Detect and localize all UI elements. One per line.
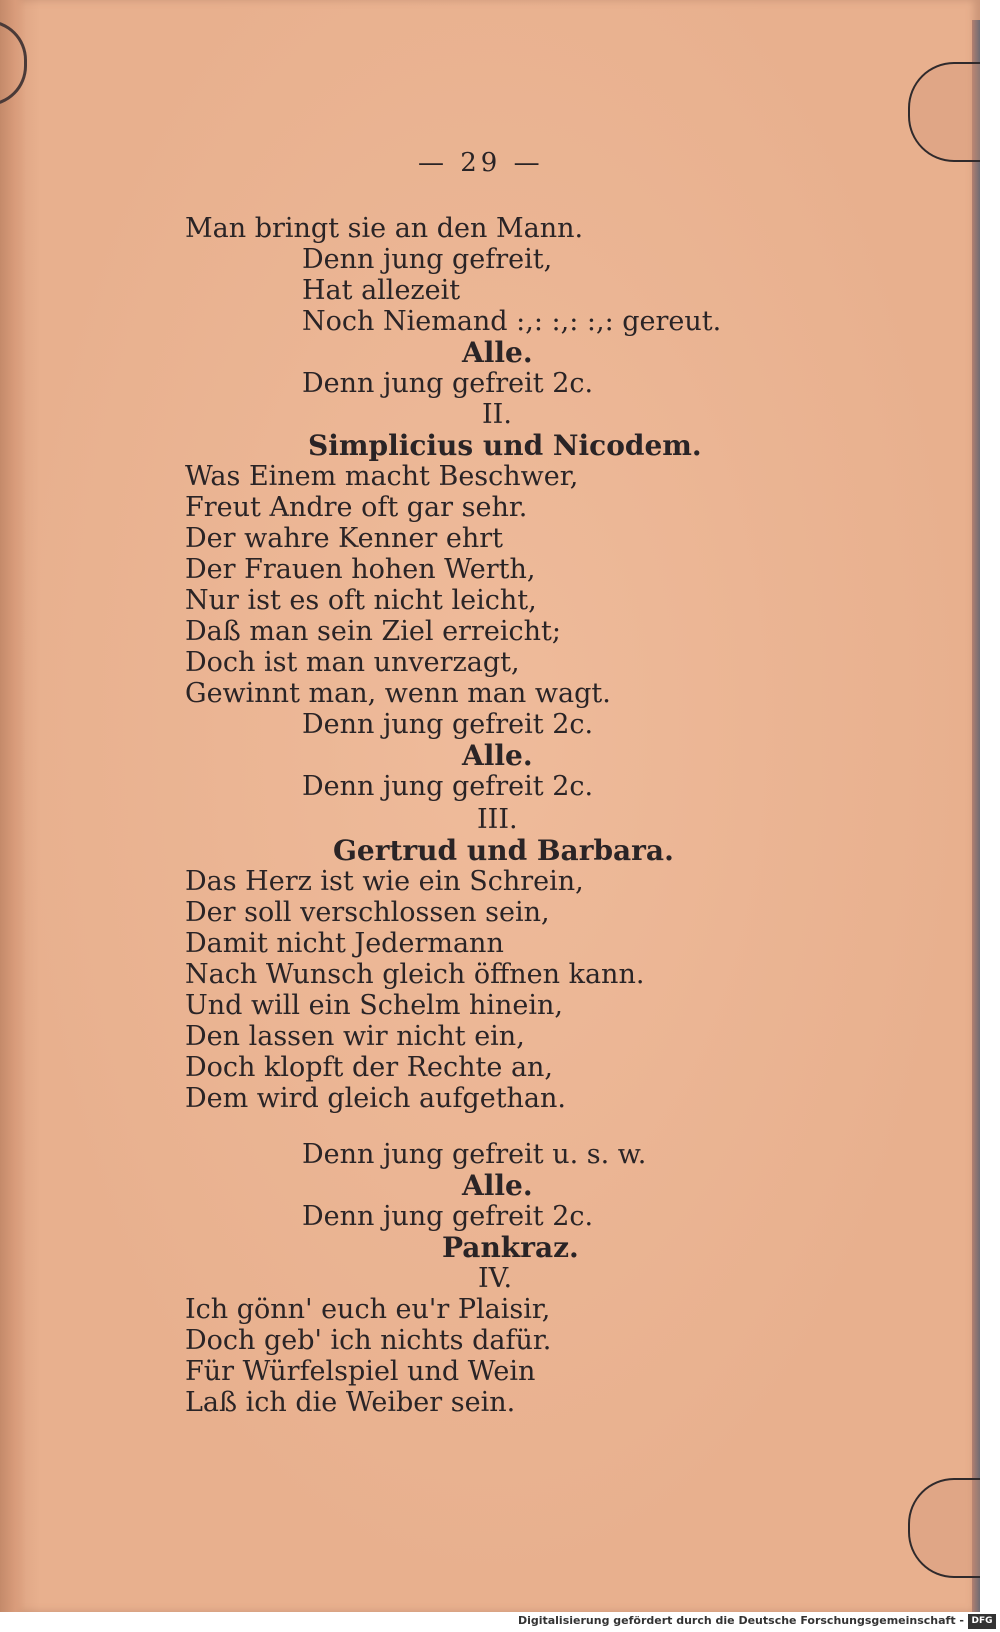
verse-line: Der wahre Kenner ehrt bbox=[185, 523, 503, 554]
dfg-logo: DFG bbox=[968, 1614, 996, 1629]
speaker-heading: Alle. bbox=[462, 739, 533, 772]
speaker-heading: Gertrud und Barbara. bbox=[333, 834, 674, 867]
verse-line: Und will ein Schelm hinein, bbox=[185, 990, 563, 1021]
verse-line: Nur ist es oft nicht leicht, bbox=[185, 585, 537, 616]
verse-line: Den lassen wir nicht ein, bbox=[185, 1021, 525, 1052]
verse-line: Doch geb' ich nichts dafür. bbox=[185, 1325, 552, 1356]
verse-line: Man bringt sie an den Mann. bbox=[185, 213, 584, 244]
verse-line: Doch klopft der Rechte an, bbox=[185, 1052, 554, 1083]
verse-line: Denn jung gefreit u. s. w. bbox=[302, 1139, 647, 1170]
speaker-heading: Simplicius und Nicodem. bbox=[308, 429, 702, 462]
verse-line: Der soll verschlossen sein, bbox=[185, 897, 550, 928]
verse-line: Laß ich die Weiber sein. bbox=[185, 1387, 516, 1418]
page-number: — 29 — bbox=[418, 148, 544, 178]
verse-line: Noch Niemand :,: :,: :,: gereut. bbox=[302, 306, 722, 337]
verse-line: Das Herz ist wie ein Schrein, bbox=[185, 866, 584, 897]
verse-line: Denn jung gefreit 2c. bbox=[302, 368, 594, 399]
verse-line: Daß man sein Ziel erreicht; bbox=[185, 616, 561, 647]
digitization-footer bbox=[0, 1612, 1000, 1632]
verse-line: Denn jung gefreit 2c. bbox=[302, 1201, 594, 1232]
stanza-numeral: III. bbox=[477, 804, 518, 835]
speaker-heading: Alle. bbox=[462, 1169, 533, 1202]
speaker-heading: Alle. bbox=[462, 336, 533, 369]
stanza-numeral: II. bbox=[482, 399, 512, 430]
footer-credit: Digitalisierung gefördert durch die Deutsche Forschungsgemeinschaft - bbox=[517, 1614, 964, 1627]
verse-line: Nach Wunsch gleich öffnen kann. bbox=[185, 959, 645, 990]
verse-line: Hat allezeit bbox=[302, 275, 461, 306]
verse-line: Dem wird gleich aufgethan. bbox=[185, 1083, 567, 1114]
verse-line: Freut Andre oft gar sehr. bbox=[185, 492, 528, 523]
verse-line: Der Frauen hohen Werth, bbox=[185, 554, 536, 585]
stanza-numeral: IV. bbox=[478, 1263, 513, 1294]
verse-line: Was Einem macht Beschwer, bbox=[185, 461, 579, 492]
speaker-heading: Pankraz. bbox=[442, 1231, 579, 1264]
verse-line: Für Würfelspiel und Wein bbox=[185, 1356, 536, 1387]
verse-line: Denn jung gefreit, bbox=[302, 244, 553, 275]
verse-line: Denn jung gefreit 2c. bbox=[302, 771, 594, 802]
verse-line: Damit nicht Jedermann bbox=[185, 928, 504, 959]
verse-line: Ich gönn' euch eu'r Plaisir, bbox=[185, 1294, 551, 1325]
verse-line: Doch ist man unverzagt, bbox=[185, 647, 520, 678]
verse-line: Denn jung gefreit 2c. bbox=[302, 709, 594, 740]
verse-line: Gewinnt man, wenn man wagt. bbox=[185, 678, 611, 709]
